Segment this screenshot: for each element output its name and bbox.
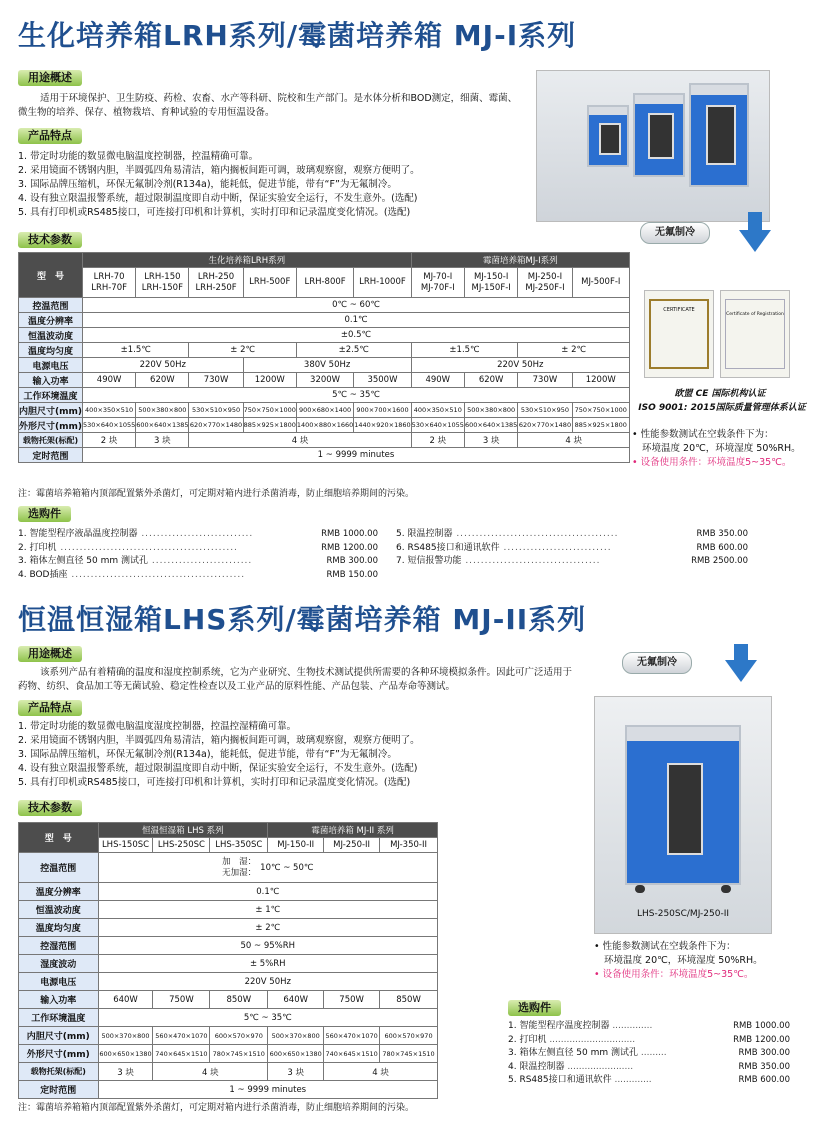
row-label: 湿度波动 — [19, 955, 99, 973]
table-cell: 620W — [136, 373, 189, 388]
model-cell: LRH-250 LRH-250F — [189, 268, 243, 298]
feature-item: 2. 采用镜面不锈钢内胆，半圆弧四角易清洁，箱内搁板间距可调，玻璃观察窗，观察方便明了。 — [18, 735, 420, 746]
option-item: 1. 智能型程序温度控制器 .............. RMB 1000.00 — [508, 1021, 790, 1031]
table-cell: 885×925×1800 — [572, 418, 629, 433]
table-cell: 640W — [268, 991, 324, 1009]
table-cell: 750W — [153, 991, 210, 1009]
model-cell: LHS-150SC — [98, 838, 153, 853]
model-cell: LHS-250SC — [153, 838, 210, 853]
table-cell: 3200W — [296, 373, 353, 388]
row-label: 温度均匀度 — [19, 919, 99, 937]
table-cell: ±0.5℃ — [82, 328, 629, 343]
table-cell: 885×925×1800 — [243, 418, 296, 433]
option-item: 2. 打印机 .............................................. RMB 1200.00 — [18, 542, 378, 553]
wheel-icon — [721, 885, 731, 893]
model-cell: LRH-150 LRH-150F — [136, 268, 189, 298]
model-cell: LHS-350SC — [210, 838, 268, 853]
cabinet — [625, 725, 741, 885]
table-cell: 600×650×1380 — [268, 1045, 324, 1063]
s2-purpose-tag: 用途概述 — [18, 646, 82, 662]
table-cell: 490W — [411, 373, 464, 388]
row-label: 工作环境温度 — [19, 1009, 99, 1027]
table-cell: 850W — [380, 991, 438, 1009]
table-cell: ±1.5℃ — [82, 343, 189, 358]
s1-side-notes — [632, 428, 801, 470]
table-cell: 560×470×1070 — [324, 1027, 380, 1045]
table-cell: 740×645×1510 — [153, 1045, 210, 1063]
table-cell: 4 块 — [189, 433, 411, 448]
s2-purpose-text: 该系列产品有着精确的温度和湿度控制系统，它为产业研究、生物技术测试提供所需要的各种环境模拟条件。因此可广泛适用于药物、纺织、食品加工等无菌试验、稳定性检查以及工业产品的原料性能、产品包装、产品寿命等测试。 — [18, 667, 573, 692]
table-cell: 1200W — [572, 373, 629, 388]
section2-title: 恒温恒湿箱LHS系列/霉菌培养箱 MJ-II系列 — [18, 603, 587, 636]
model-cell: MJ-250-II — [324, 838, 380, 853]
certificate-frame: Certificate of Registration — [725, 299, 785, 369]
table-cell: 490W — [82, 373, 135, 388]
row-label: 控温范围 — [19, 853, 99, 883]
side-note-warning: • 设备使用条件：环境温度5~35℃。 — [632, 457, 792, 468]
table-cell: 220V 50Hz — [82, 358, 243, 373]
model-header: 型 号 — [19, 823, 99, 853]
table-cell: 600×570×970 — [380, 1027, 438, 1045]
table-cell: 1 ~ 9999 minutes — [82, 448, 629, 463]
product-caption: LHS-250SC/MJ-250-II — [636, 909, 730, 919]
row-label: 内胆尺寸(mm) — [19, 1027, 99, 1045]
model-cell: MJ-150-II — [268, 838, 324, 853]
table-cell: 530×510×950 — [518, 403, 572, 418]
row-label: 电源电压 — [19, 973, 99, 991]
row-label: 内胆尺寸(mm) — [19, 403, 83, 418]
table-cell: 5℃ ~ 35℃ — [98, 1009, 437, 1027]
s2-options-list — [508, 1020, 790, 1088]
s1-arrow-icon-stem — [748, 212, 762, 230]
row-label: 载物托架(标配) — [19, 1063, 99, 1081]
wheel-icon — [635, 885, 645, 893]
option-item: 7. 短信报警功能 ................................... RMB 2500.00 — [396, 556, 748, 566]
table-cell: 640W — [98, 991, 153, 1009]
row-label: 恒温波动度 — [19, 328, 83, 343]
table-cell: 3 块 — [464, 433, 517, 448]
s2-arrow-icon-stem — [734, 644, 748, 660]
table-cell: 620×770×1480 — [518, 418, 572, 433]
table-cell: 2 块 — [411, 433, 464, 448]
table-cell: 530×640×1055 — [82, 418, 135, 433]
s1-product-image — [536, 70, 770, 222]
row-label: 工作环境温度 — [19, 388, 83, 403]
side-note: 环境温度 20℃，环境湿度 50%RH。 — [604, 955, 763, 966]
table-cell: 0℃ ~ 60℃ — [82, 298, 629, 313]
table-cell: ± 2℃ — [189, 343, 296, 358]
ce-certificate-image — [644, 290, 714, 378]
s1-spec-table — [18, 252, 630, 463]
table-cell: 620W — [464, 373, 517, 388]
cert-caption-ce: 欧盟 CE 国际机构认证 — [674, 389, 766, 399]
table-cell: 500×370×800 — [98, 1027, 153, 1045]
table-cell: 1400×880×1660 — [296, 418, 353, 433]
feature-item: 4. 设有独立限温报警系统，超过限制温度即自动中断，保证实验安全运行，不发生意外。(选配) — [18, 193, 418, 204]
s1-freon-free-badge: 无氟制冷 — [640, 222, 710, 244]
humidified-label: 加 湿： — [222, 856, 257, 867]
s1-feature-list — [18, 150, 420, 220]
iso-certificate-image — [720, 290, 790, 378]
table-cell: 4 块 — [324, 1063, 438, 1081]
s2-product-image — [594, 696, 772, 934]
row-label: 输入功率 — [19, 373, 83, 388]
option-item: 6. RS485接口和通讯软件 ............................ RMB 600.00 — [396, 542, 748, 553]
table-cell: ±1.5℃ — [411, 343, 518, 358]
model-cell: MJ-70-I MJ-70F-I — [411, 268, 464, 298]
s2-options-tag: 选购件 — [508, 1000, 561, 1016]
model-cell: LRH-70 LRH-70F — [82, 268, 135, 298]
table-cell: 850W — [210, 991, 268, 1009]
option-item: 5. 限温控制器 .......................................... RMB 350.00 — [396, 529, 748, 539]
s1-specs-tag: 技术参数 — [18, 232, 82, 248]
row-label: 定时范围 — [19, 448, 83, 463]
s2-features-tag: 产品特点 — [18, 700, 82, 716]
table-cell: 3 块 — [136, 433, 189, 448]
feature-item: 3. 国际品牌压缩机，环保无氟制冷剂(R134a)，能耗低，促进节能，带有“F”为无氟制冷。 — [18, 749, 397, 760]
table-cell: ± 1℃ — [98, 901, 437, 919]
table-cell: 400×350×510 — [82, 403, 135, 418]
table-cell: 220V 50Hz — [98, 973, 437, 991]
option-item: 4. BOD插座 ............................................. RMB 150.00 — [18, 569, 378, 580]
table-cell: 730W — [518, 373, 572, 388]
table-cell: 750W — [324, 991, 380, 1009]
row-label: 控温范围 — [19, 298, 83, 313]
table-cell: 600×640×1385 — [464, 418, 517, 433]
feature-item: 3. 国际品牌压缩机，环保无氟制冷剂(R134a)，能耗低，促进节能，带有“F”为无氟制冷。 — [18, 179, 397, 190]
table-cell: 3 块 — [268, 1063, 324, 1081]
feature-item: 1. 带定时功能的数显微电脑温度湿度控制器，控温控湿精确可靠。 — [18, 721, 297, 732]
table-cell: 600×570×970 — [210, 1027, 268, 1045]
table-cell: 600×640×1385 — [136, 418, 189, 433]
option-item: 2. 打印机 .............................. RMB 1200.00 — [508, 1034, 790, 1045]
feature-item: 5. 具有打印机或RS485接口，可连接打印机和计算机，实时打印和记录温度变化情况。(选配) — [18, 207, 411, 218]
cert-caption-iso: ISO 9001: 2015国际质量管理体系认证 — [638, 403, 806, 413]
table-cell: 4 块 — [518, 433, 630, 448]
option-item: 3. 箱体左侧直径 50 mm 测试孔 .......................... RMB 300.00 — [18, 556, 378, 566]
s2-spec-table — [18, 822, 438, 1099]
s1-footnote: 注：霉菌培养箱箱内顶部配置紫外杀菌灯，可定期对箱内进行杀菌消毒，防止细胞培养期间的污染。 — [18, 489, 415, 499]
option-item: 3. 箱体左侧直径 50 mm 测试孔 ......... RMB 300.00 — [508, 1048, 790, 1058]
row-label: 载物托架(标配) — [19, 433, 83, 448]
s2-specs-tag: 技术参数 — [18, 800, 82, 816]
option-item: 5. RS485接口和通讯软件 ............. RMB 600.00 — [508, 1075, 790, 1085]
table-cell: 3 块 — [98, 1063, 153, 1081]
table-cell: 900×680×1400 — [296, 403, 353, 418]
s1-options-left — [18, 528, 378, 582]
table-cell: ±2.5℃ — [296, 343, 411, 358]
row-label: 外形尺寸(mm) — [19, 1045, 99, 1063]
row-label: 温度均匀度 — [19, 343, 83, 358]
table-cell: 620×770×1480 — [189, 418, 243, 433]
table-cell: 530×510×950 — [189, 403, 243, 418]
table-cell: 0.1℃ — [82, 313, 629, 328]
s2-side-notes — [594, 940, 763, 982]
row-label: 输入功率 — [19, 991, 99, 1009]
s2-footnote: 注：霉菌培养箱箱内顶部配置紫外杀菌灯，可定期对箱内进行杀菌消毒，防止细胞培养期间的污染。 — [18, 1103, 415, 1113]
row-label: 控湿范围 — [19, 937, 99, 955]
table-cell: 4 块 — [153, 1063, 268, 1081]
section1-title: 生化培养箱LRH系列/霉菌培养箱 MJ-I系列 — [18, 19, 577, 52]
table-cell: ± 2℃ — [98, 919, 437, 937]
table-cell: 560×470×1070 — [153, 1027, 210, 1045]
table-cell: 740×645×1510 — [324, 1045, 380, 1063]
row-label: 电源电压 — [19, 358, 83, 373]
option-item: 1. 智能型程序液晶温度控制器 ............................. RMB 1000.00 — [18, 529, 378, 539]
table-cell: 780×745×1510 — [380, 1045, 438, 1063]
side-note-warning: • 设备使用条件：环境温度5~35℃。 — [594, 969, 754, 980]
table-cell: 1440×920×1860 — [354, 418, 411, 433]
option-item: 4. 限温控制器 ....................... RMB 350.00 — [508, 1061, 790, 1072]
row-label: 定时范围 — [19, 1081, 99, 1099]
non-humidified-label: 无加湿： — [222, 867, 257, 878]
model-cell: LRH-1000F — [354, 268, 411, 298]
model-cell: MJ-150-I MJ-150F-I — [464, 268, 517, 298]
table-cell: 5℃ ~ 35℃ — [82, 388, 629, 403]
table-cell: 750×750×1000 — [572, 403, 629, 418]
table-cell: 1200W — [243, 373, 296, 388]
table-cell: 220V 50Hz — [411, 358, 629, 373]
cabinet-small — [587, 105, 629, 167]
s1-options-tag: 选购件 — [18, 506, 71, 522]
table-cell: 500×380×800 — [136, 403, 189, 418]
model-cell: MJ-250-I MJ-250F-I — [518, 268, 572, 298]
side-note: • 性能参数测试在空载条件下为： — [594, 941, 736, 952]
table-cell: 50 ~ 95%RH — [98, 937, 437, 955]
table-cell: 1 ~ 9999 minutes — [98, 1081, 437, 1099]
side-note: 环境温度 20℃，环境湿度 50%RH。 — [642, 443, 801, 454]
feature-item: 4. 设有独立限温报警系统，超过限制温度即自动中断，保证实验安全运行，不发生意外。(选配) — [18, 763, 418, 774]
model-cell: LRH-800F — [296, 268, 353, 298]
table-cell: 380V 50Hz — [243, 358, 411, 373]
group-header: 恒温恒湿箱 LHS 系列 — [98, 823, 268, 838]
table-cell: 530×640×1055 — [411, 418, 464, 433]
certificate-frame: CERTIFICATE — [649, 299, 709, 369]
row-label: 外形尺寸(mm) — [19, 418, 83, 433]
model-cell: MJ-500F-I — [572, 268, 629, 298]
table-cell: 500×380×800 — [464, 403, 517, 418]
table-cell: 750×750×1000 — [243, 403, 296, 418]
table-cell: 780×745×1510 — [210, 1045, 268, 1063]
model-header: 型 号 — [19, 253, 83, 298]
group-header: 霉菌培养箱 MJ-II 系列 — [268, 823, 438, 838]
table-cell: 500×370×800 — [268, 1027, 324, 1045]
s1-purpose-text: 适用于环境保护、卫生防疫、药检、农畜、水产等科研、院校和生产部门。是水体分析和BOD测定，细菌、霉菌、微生物的培养、保存、植物栽培、育种试验的专用恒温设备。 — [18, 93, 518, 118]
cabinet-large — [689, 83, 749, 187]
feature-item: 5. 具有打印机或RS485接口，可连接打印机和计算机，实时打印和记录温度变化情况。(选配) — [18, 777, 411, 788]
row-label: 温度分辨率 — [19, 883, 99, 901]
table-cell: 400×350×510 — [411, 403, 464, 418]
table-cell — [98, 853, 437, 883]
s2-down-arrow-icon — [725, 660, 757, 682]
s2-freon-free-badge: 无氟制冷 — [622, 652, 692, 674]
s2-feature-list — [18, 720, 420, 790]
temp-range-value: 10℃ ~ 50℃ — [260, 862, 314, 873]
s1-options-right — [396, 528, 748, 569]
table-cell: 0.1℃ — [98, 883, 437, 901]
table-cell: 730W — [189, 373, 243, 388]
feature-item: 1. 带定时功能的数显微电脑温度控制器，控温精确可靠。 — [18, 151, 259, 162]
s1-features-tag: 产品特点 — [18, 128, 82, 144]
s1-down-arrow-icon — [739, 230, 771, 252]
model-cell: MJ-350-II — [380, 838, 438, 853]
table-cell: 900×700×1600 — [354, 403, 411, 418]
group-header: 霉菌培养箱MJ-I系列 — [411, 253, 629, 268]
table-cell: 2 块 — [82, 433, 135, 448]
row-label: 温度分辨率 — [19, 313, 83, 328]
cabinet-medium — [633, 93, 685, 177]
table-cell: 600×650×1380 — [98, 1045, 153, 1063]
row-label: 恒温波动度 — [19, 901, 99, 919]
feature-item: 2. 采用镜面不锈钢内胆，半圆弧四角易清洁，箱内搁板间距可调，玻璃观察窗，观察方便明了。 — [18, 165, 420, 176]
group-header: 生化培养箱LRH系列 — [82, 253, 411, 268]
s1-purpose-tag: 用途概述 — [18, 70, 82, 86]
table-cell: ± 2℃ — [518, 343, 630, 358]
table-cell: ± 5%RH — [98, 955, 437, 973]
model-cell: LRH-500F — [243, 268, 296, 298]
side-note: • 性能参数测试在空载条件下为： — [632, 429, 774, 440]
table-cell: 3500W — [354, 373, 411, 388]
